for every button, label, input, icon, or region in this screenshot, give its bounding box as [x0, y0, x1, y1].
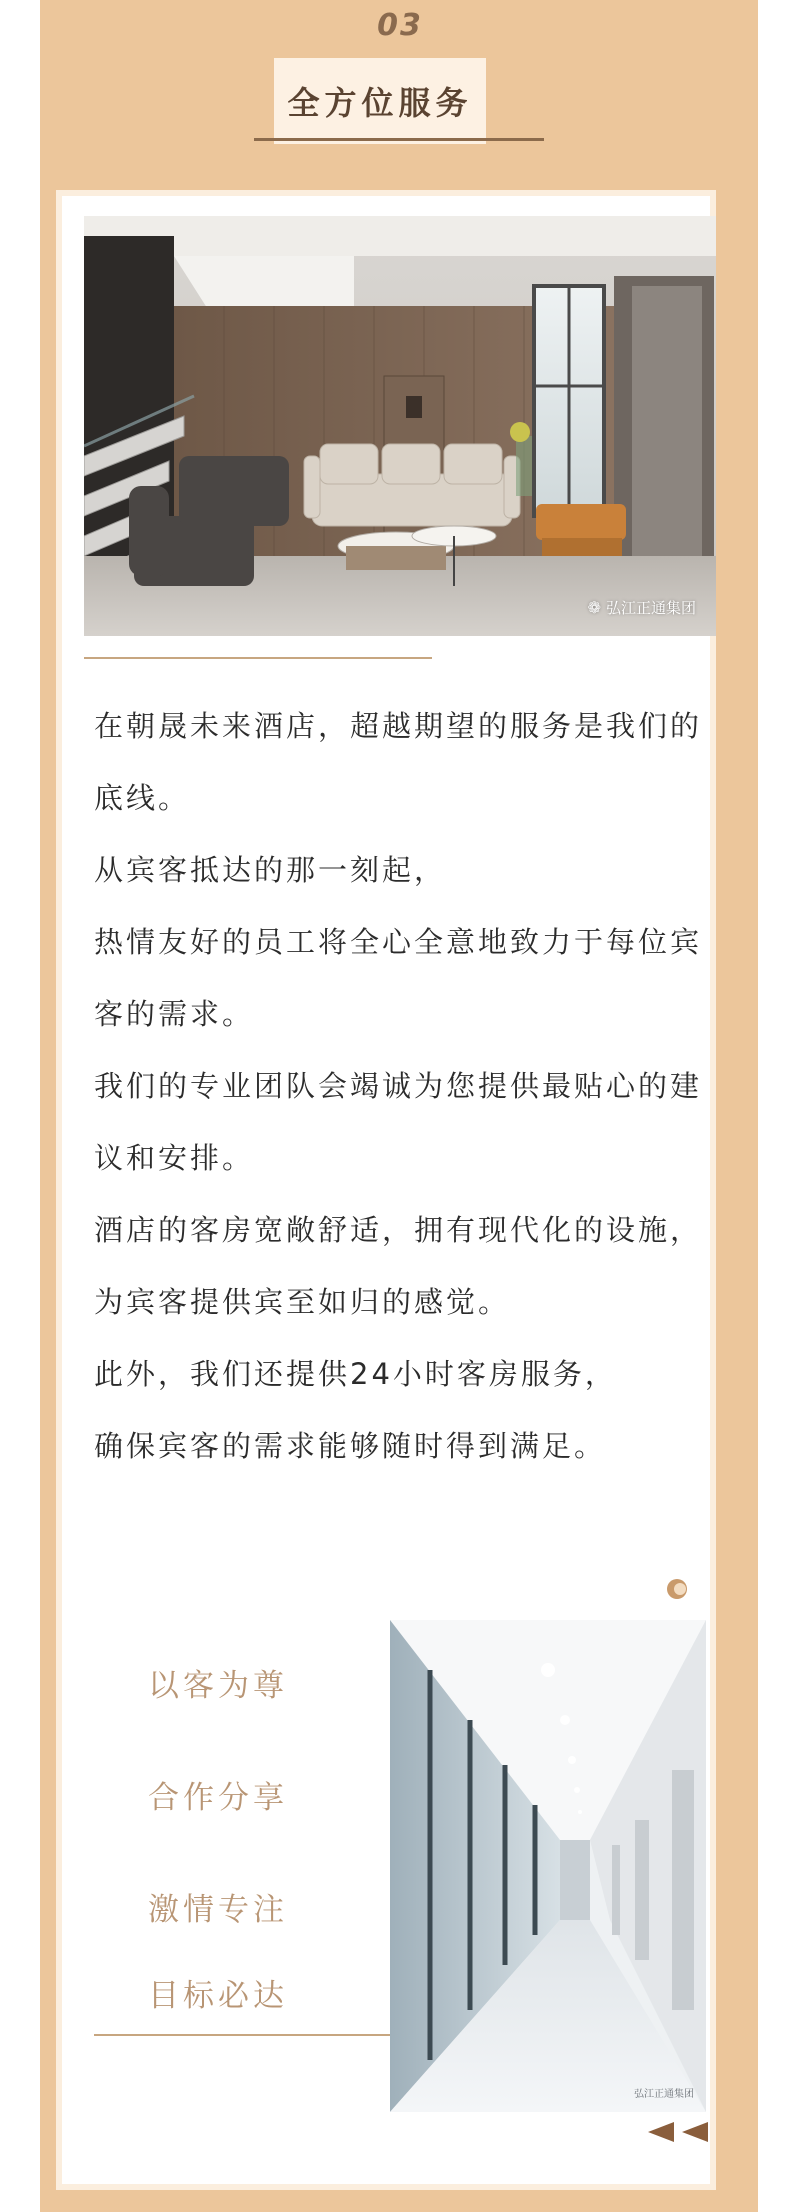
value-item: 目标必达 [148, 1978, 288, 2014]
paragraph: 我们的专业团队会竭诚为您提供最贴心的建议和安排。 [94, 1069, 703, 1175]
hero-watermark-text: 弘江正通集团 [605, 599, 696, 617]
section-title-box [274, 58, 486, 144]
hotel-corridor-photo [390, 1620, 706, 2112]
section-number: 03 [377, 8, 423, 43]
paragraph: 确保宾客的需求能够随时得到满足。 [94, 1429, 607, 1463]
section-title: 全方位服务 [287, 84, 473, 122]
value-item: 以客为尊 [148, 1668, 288, 1704]
service-description [94, 690, 714, 1482]
paragraph: 酒店的客房宽敞舒适，拥有现代化的设施， [94, 1213, 703, 1247]
photo-accent-line [84, 657, 432, 659]
value-item: 合作分享 [148, 1780, 288, 1816]
paragraph: 为宾客提供宾至如归的感觉。 [94, 1285, 511, 1319]
title-underline [254, 138, 544, 141]
hotel-lobby-photo [84, 216, 716, 636]
decorative-dot-icon [664, 1577, 688, 1601]
wechat-icon: ❁ [587, 598, 601, 617]
paragraph: 从宾客抵达的那一刻起， [94, 853, 447, 887]
paragraph: 热情友好的员工将全心全意地致力于每位宾客的需求。 [94, 925, 703, 1031]
corridor-watermark: 弘江正通集团 [634, 2089, 694, 2100]
paragraph: 在朝晟未来酒店，超越期望的服务是我们的底线。 [94, 709, 703, 815]
double-arrow-left-icon [646, 2120, 714, 2144]
hero-watermark [588, 597, 696, 618]
value-item: 激情专注 [148, 1892, 288, 1928]
paragraph: 此外，我们还提供24小时客房服务， [94, 1357, 617, 1391]
